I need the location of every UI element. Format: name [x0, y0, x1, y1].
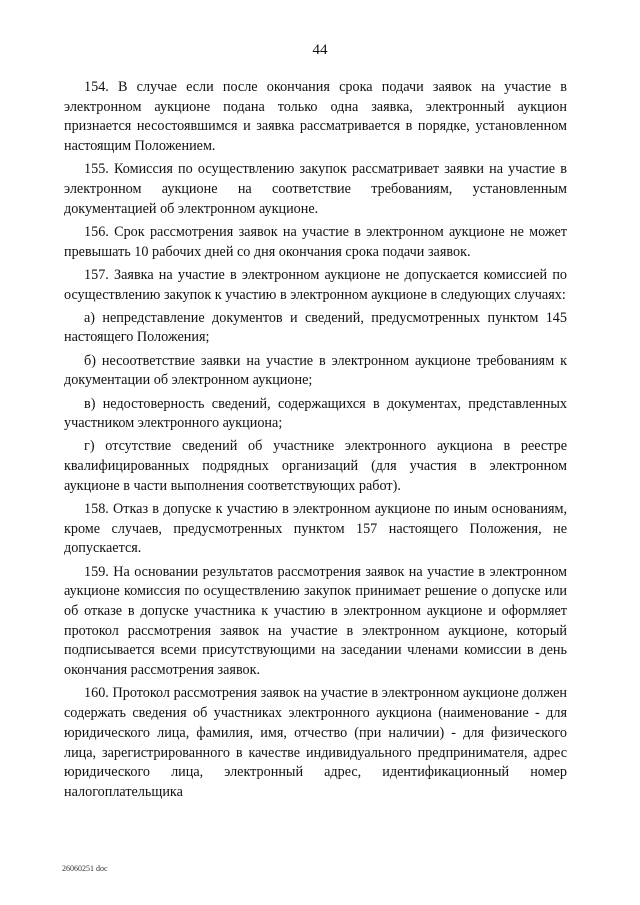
paragraph-156: 156. Срок рассмотрения заявок на участие в электронном аукционе не может превышать 10 рабочих дней со дня окончания срока подачи заявок. — [64, 223, 567, 260]
paragraph-157-a: а) непредставление документов и сведений, предусмотренных пунктом 145 настоящего Положения; — [64, 309, 567, 346]
page-number: 44 — [312, 42, 328, 58]
paragraph-157-b: б) несоответствие заявки на участие в электронном аукционе требованиям к документации об электронном аукционе; — [64, 352, 567, 389]
paragraph-157-v: в) недостоверность сведений, содержащихся в документах, представленных участником электронного аукциона; — [64, 395, 567, 432]
paragraph-158: 158. Отказ в допуске к участию в электронном аукционе по иным основаниям, кроме случаев, предусмотренных пунктом 157 настоящего Положения, не допускается. — [64, 501, 567, 557]
body-text — [64, 78, 567, 806]
paragraph-157: 157. Заявка на участие в электронном аукционе не допускается комиссией по осуществлению закупок к участию в электронном аукционе в следующих случаях: — [64, 266, 567, 303]
footer-file-code: 26060251 doc — [62, 864, 108, 873]
paragraph-159: 159. На основании результатов рассмотрения заявок на участие в электронном аукционе комиссия по осуществлению закупок принимает решение о допуске или об отказе в допуске участника к участию в электронном аукционе и оформляет протокол рассмотрения заявок на участие в электронном аукционе, который подписывается всеми присутствующими на заседании членами комиссии в день окончания рассмотрения заявок. — [64, 563, 567, 679]
paragraph-157-g: г) отсутствие сведений об участнике электронного аукциона в реестре квалифицированных подрядных организаций (для участия в электронном аукционе в части выполнения соответствующих работ). — [64, 438, 567, 494]
paragraph-154: 154. В случае если после окончания срока подачи заявок на участие в электронном аукционе подана только одна заявка, электронный аукцион признается несостоявшимся и заявка рассматривается в порядке, установленном настоящим Положением. — [64, 79, 567, 155]
paragraph-160: 160. Протокол рассмотрения заявок на участие в электронном аукционе должен содержать сведения об участниках электронного аукциона (наименование - для юридического лица, фамилия, имя, отчество (при наличии) - для физического лица, зарегистрированного в качестве индивидуального предпринимателя, адрес юридического лица, электронный адрес, идентификационный номер налогоплательщика — [64, 685, 567, 800]
paragraph-155: 155. Комиссия по осуществлению закупок рассматривает заявки на участие в электронном аукционе на соответствие требованиям, установленным документацией об электронном аукционе. — [64, 161, 567, 217]
